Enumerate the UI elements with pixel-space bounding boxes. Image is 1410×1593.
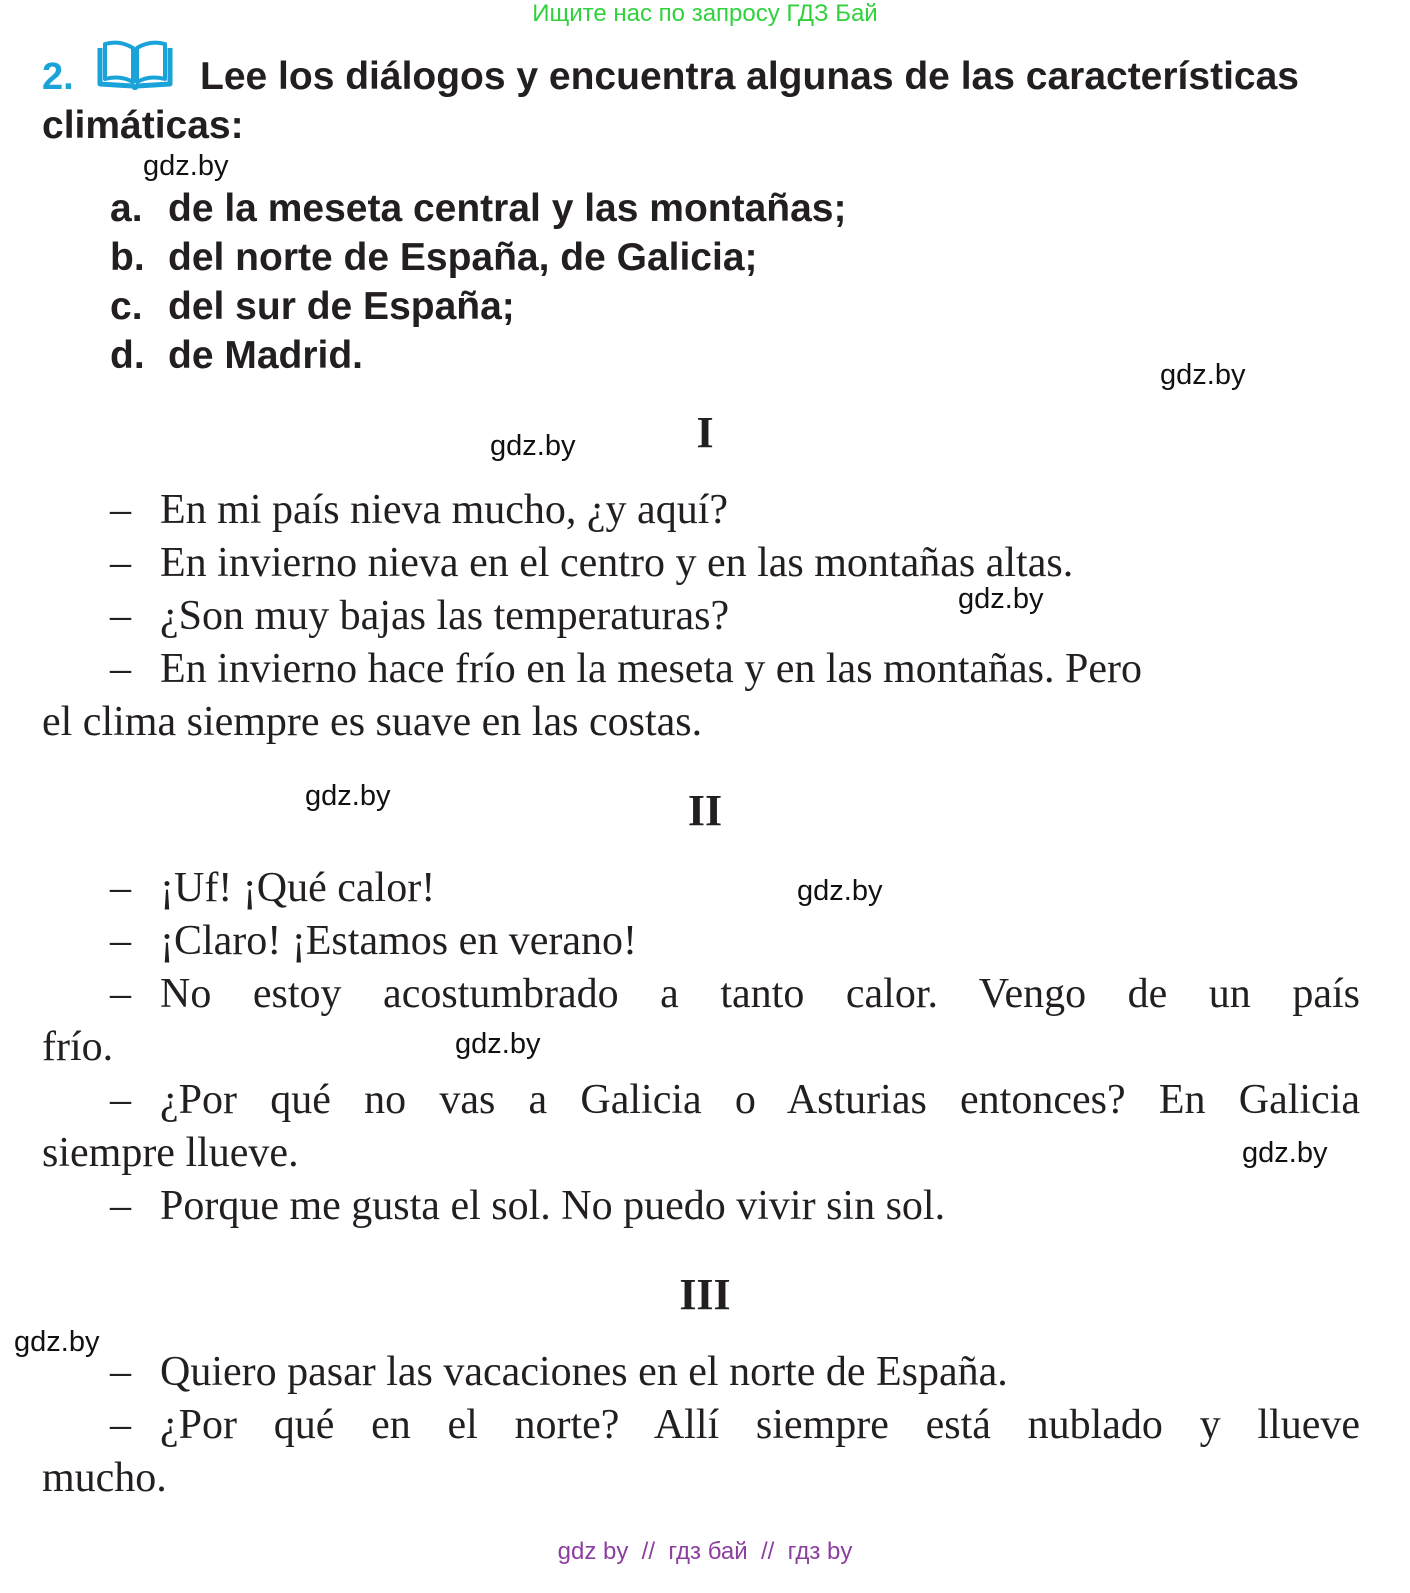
dash: –	[110, 540, 131, 586]
line-text: ¡Uf! ¡Qué calor!	[160, 865, 436, 911]
dialogue-line	[42, 970, 1360, 1018]
footer-links[interactable]: gdz by // гдз бай // гдз by	[557, 1538, 853, 1565]
dialogue-line	[42, 864, 1360, 912]
dialogue-line	[42, 1401, 1360, 1449]
dash: –	[110, 1077, 131, 1123]
dialogue-line-continued: frío.	[42, 1024, 114, 1070]
watermark: gdz.by	[1242, 1137, 1328, 1169]
dash: –	[110, 918, 131, 964]
option-b	[110, 236, 758, 280]
dash: –	[110, 1349, 131, 1395]
dialogue-line-continued: siempre llueve.	[42, 1130, 299, 1176]
dialogue-line	[42, 645, 1360, 693]
line-text: ¿Por qué en el norte? Allí siempre está nublado y llueve	[160, 1402, 1360, 1448]
dialogue-line	[42, 486, 1360, 534]
watermark: gdz.by	[455, 1028, 541, 1060]
exercise-heading-continued: climáticas:	[42, 104, 244, 147]
line-text: En mi país nieva mucho, ¿y aquí?	[160, 487, 729, 533]
exercise-number: 2.	[42, 56, 74, 98]
dash: –	[110, 971, 131, 1017]
exercise-heading: Lee los diálogos y encuentra algunas de las características	[200, 55, 1299, 98]
watermark: gdz.by	[14, 1326, 100, 1358]
watermark: gdz.by	[1160, 359, 1246, 391]
dash: –	[110, 865, 131, 911]
line-text: ¡Claro! ¡Estamos en verano!	[160, 918, 637, 964]
option-text: de la meseta central y las montañas;	[168, 187, 847, 230]
option-letter: c.	[110, 285, 143, 328]
option-c	[110, 285, 515, 329]
book-icon	[96, 38, 174, 90]
line-text: ¿Por qué no vas a Galicia o Asturias entonces? En Galicia	[160, 1077, 1360, 1123]
dash: –	[110, 646, 131, 692]
dialogue-line	[42, 1348, 1360, 1396]
watermark: gdz.by	[958, 583, 1044, 615]
watermark: gdz.by	[797, 875, 883, 907]
option-letter: b.	[110, 236, 145, 279]
top-banner[interactable]: Ищите нас по запросу ГДЗ Бай	[532, 0, 878, 27]
watermark: gdz.by	[490, 430, 576, 462]
watermark: gdz.by	[305, 780, 391, 812]
dash: –	[110, 1402, 131, 1448]
line-text: Porque me gusta el sol. No puedo vivir sin sol.	[160, 1183, 946, 1229]
option-text: del sur de España;	[168, 285, 515, 328]
dialogue-line	[42, 539, 1360, 587]
dialogue-title-2: II	[687, 786, 723, 835]
line-text: En invierno hace frío en la meseta y en las montañas. Pero	[160, 646, 1142, 692]
dialogue-line-continued: el clima siempre es suave en las costas.	[42, 699, 703, 745]
option-text: del norte de España, de Galicia;	[168, 236, 758, 279]
dash: –	[110, 593, 131, 639]
option-d	[110, 334, 363, 378]
dialogue-title-3: III	[679, 1270, 731, 1319]
option-letter: a.	[110, 187, 143, 230]
dash: –	[110, 487, 131, 533]
watermark: gdz.by	[143, 150, 229, 182]
option-letter: d.	[110, 334, 145, 377]
dialogue-line	[42, 1182, 1360, 1230]
option-text: de Madrid.	[168, 334, 364, 377]
dialogue-line	[42, 1076, 1360, 1124]
line-text: Quiero pasar las vacaciones en el norte de España.	[160, 1349, 1008, 1395]
dialogue-line	[42, 917, 1360, 965]
line-text: En invierno nieva en el centro y en las montañas altas.	[160, 540, 1074, 586]
line-text: No estoy acostumbrado a tanto calor. Vengo de un país	[160, 971, 1360, 1017]
line-text: ¿Son muy bajas las temperaturas?	[160, 593, 730, 639]
dialogue-title-1: I	[696, 408, 714, 457]
dialogue-line	[42, 592, 1360, 640]
dash: –	[110, 1183, 131, 1229]
dialogue-line-continued: mucho.	[42, 1455, 167, 1501]
option-a	[110, 187, 846, 231]
